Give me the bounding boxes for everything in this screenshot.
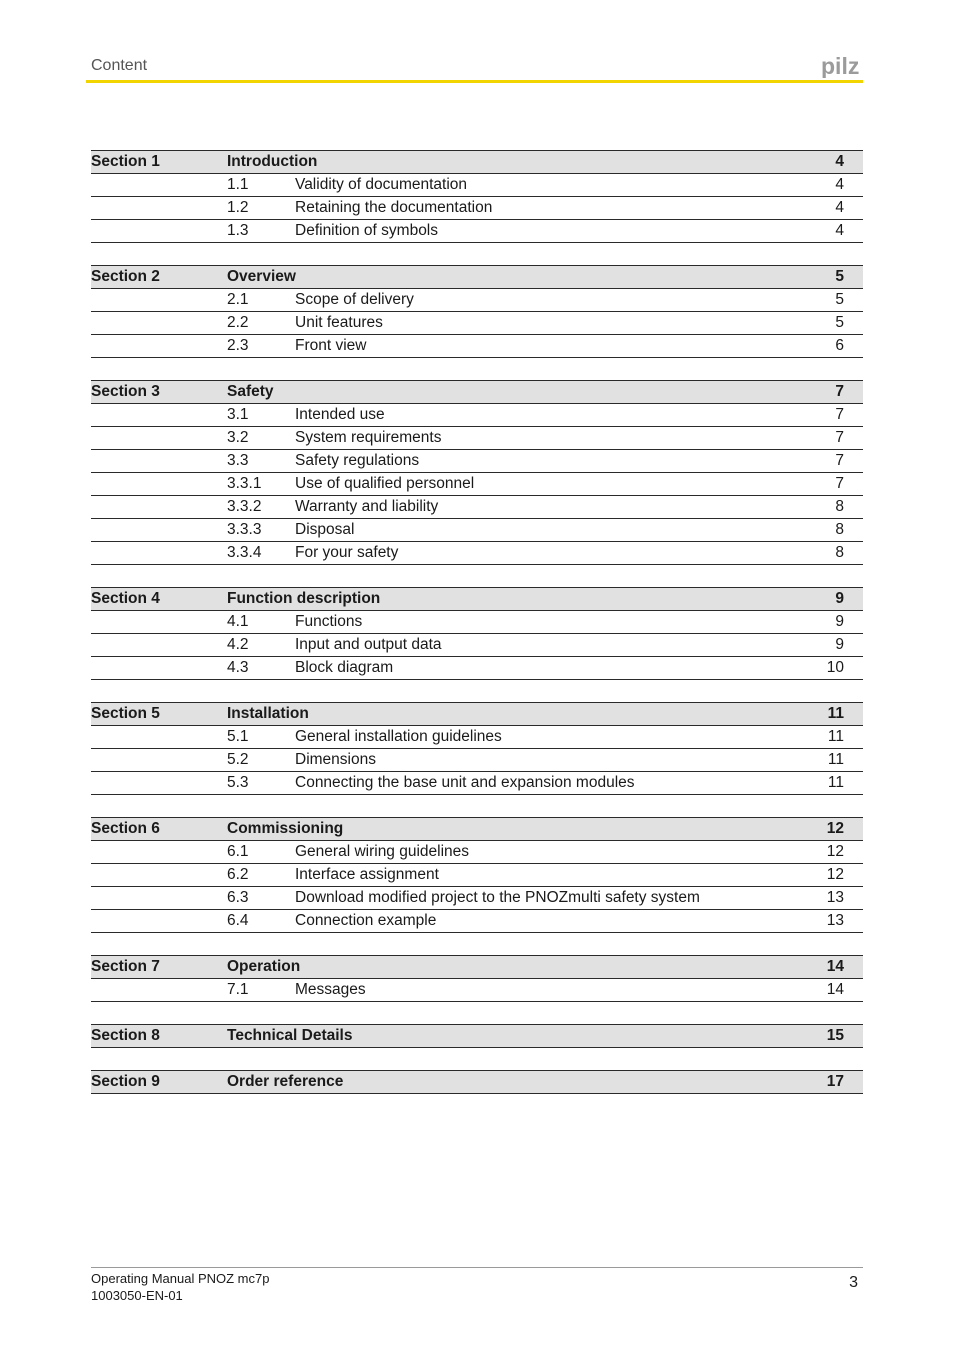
toc-section-header[interactable] [91,380,863,404]
entry-number: 3.3.4 [227,544,262,561]
entry-page: 4 [835,199,844,216]
entry-page: 14 [826,981,844,998]
entry-number: 5.2 [227,751,249,768]
entry-title: Use of qualified personnel [295,475,475,492]
entry-page: 11 [827,774,844,791]
entry-page: 11 [827,728,844,745]
section-page: 17 [826,1073,844,1090]
footer-manual-title: Operating Manual PNOZ mc7p [91,1271,270,1286]
entry-number: 3.3.3 [227,521,262,538]
entry-page: 13 [826,912,844,929]
toc-entry[interactable] [91,864,863,887]
entry-number: 5.1 [227,728,249,745]
toc-section-header[interactable] [91,150,863,174]
section-title: Commissioning [227,820,344,837]
footer-doc-number: 1003050-EN-01 [91,1288,183,1303]
entry-number: 2.2 [227,314,249,331]
entry-title: Unit features [295,314,383,331]
entry-number: 4.1 [227,613,249,630]
entry-title: General installation guidelines [295,728,502,745]
section-page: 5 [835,268,844,285]
entry-title: Block diagram [295,659,394,676]
toc-section [91,702,863,795]
toc-entry[interactable] [91,450,863,473]
entry-number: 3.3.2 [227,498,262,515]
entry-page: 5 [835,291,844,308]
entry-number: 3.2 [227,429,249,446]
toc-entry[interactable] [91,197,863,220]
section-title: Function description [227,590,381,607]
section-label: Section 8 [91,1027,160,1044]
toc-entry[interactable] [91,634,863,657]
entry-title: Definition of symbols [295,222,439,239]
entry-title: General wiring guidelines [295,843,470,860]
section-page: 9 [835,590,844,607]
toc-section-header[interactable] [91,1070,863,1094]
entry-title: System requirements [295,429,442,446]
entry-title: Download modified project to the PNOZmulti safety system [295,889,700,906]
toc-entry[interactable] [91,519,863,542]
toc-entry[interactable] [91,174,863,197]
entry-number: 6.1 [227,843,249,860]
entry-number: 6.2 [227,866,249,883]
toc-entry[interactable] [91,910,863,933]
toc-entry[interactable] [91,887,863,910]
entry-number: 3.1 [227,406,249,423]
section-page: 11 [827,705,844,722]
entry-title: Connection example [295,912,437,929]
section-title: Overview [227,268,296,285]
entry-number: 2.1 [227,291,249,308]
entry-number: 6.3 [227,889,249,906]
entry-title: Safety regulations [295,452,420,469]
section-label: Section 6 [91,820,160,837]
footer-page-number: 3 [849,1274,858,1291]
toc-entry[interactable] [91,542,863,565]
section-page: 4 [835,153,844,170]
entry-page: 5 [835,314,844,331]
toc-entry[interactable] [91,772,863,795]
entry-page: 8 [835,521,844,538]
toc-entry[interactable] [91,289,863,312]
entry-title: Front view [295,337,367,354]
section-title: Installation [227,705,309,722]
entry-number: 5.3 [227,774,249,791]
toc-entry[interactable] [91,312,863,335]
section-label: Section 1 [91,153,160,170]
toc-entry[interactable] [91,427,863,450]
entry-number: 2.3 [227,337,249,354]
entry-page: 8 [835,498,844,515]
entry-number: 1.2 [227,199,249,216]
entry-page: 10 [826,659,844,676]
entry-title: Input and output data [295,636,442,653]
entry-number: 1.3 [227,222,249,239]
entry-page: 12 [826,843,844,860]
entry-title: Messages [295,981,366,998]
section-title: Operation [227,958,301,975]
entry-number: 3.3 [227,452,249,469]
entry-title: Validity of documentation [295,176,468,193]
toc-section-header[interactable] [91,1024,863,1048]
entry-page: 13 [826,889,844,906]
section-page: 7 [835,383,844,400]
footer-info [91,1270,269,1304]
toc-entry[interactable] [91,335,863,358]
toc-section [91,380,863,565]
entry-page: 11 [827,751,844,768]
entry-number: 3.3.1 [227,475,262,492]
entry-page: 7 [835,429,844,446]
toc-entry[interactable] [91,473,863,496]
toc-section [91,955,863,1002]
section-label: Section 4 [91,590,160,607]
section-label: Section 7 [91,958,160,975]
entry-title: Interface assignment [295,866,439,883]
toc-section-header[interactable] [91,587,863,611]
footer-rule [91,1267,863,1268]
toc-section-header[interactable] [91,265,863,289]
svg-text:pilz: pilz [821,54,860,78]
entry-page: 7 [835,406,844,423]
toc-entry[interactable] [91,657,863,680]
entry-number: 7.1 [227,981,249,998]
section-title: Order reference [227,1073,344,1090]
entry-title: Dimensions [295,751,376,768]
toc-section [91,150,863,243]
entry-number: 1.1 [227,176,249,193]
table-of-contents [91,150,863,1116]
toc-section-header[interactable] [91,817,863,841]
toc-section [91,817,863,933]
entry-title: Scope of delivery [295,291,414,308]
entry-page: 4 [835,176,844,193]
toc-section-header[interactable] [91,955,863,979]
toc-entry[interactable] [91,841,863,864]
section-label: Section 2 [91,268,160,285]
toc-entry[interactable] [91,220,863,243]
section-title: Introduction [227,153,318,170]
entry-number: 4.3 [227,659,249,676]
toc-entry[interactable] [91,749,863,772]
page-header [91,54,863,81]
header-accent-rule [86,80,863,83]
section-page: 15 [826,1027,844,1044]
entry-page: 6 [835,337,844,354]
entry-title: Intended use [295,406,385,423]
toc-section [91,587,863,680]
entry-page: 9 [835,636,844,653]
header-title: Content [91,57,148,74]
entry-page: 8 [835,544,844,561]
toc-entry[interactable] [91,726,863,749]
toc-section-header[interactable] [91,702,863,726]
entry-number: 4.2 [227,636,249,653]
toc-section [91,1024,863,1048]
pilz-logo [821,54,863,78]
section-title: Safety [227,383,274,400]
toc-section [91,1070,863,1094]
toc-section [91,265,863,358]
entry-title: Functions [295,613,363,630]
toc-entry[interactable] [91,496,863,519]
section-label: Section 9 [91,1073,160,1090]
section-label: Section 5 [91,705,160,722]
entry-page: 12 [826,866,844,883]
toc-entry[interactable] [91,404,863,427]
section-title: Technical Details [227,1027,353,1044]
entry-page: 4 [835,222,844,239]
entry-number: 6.4 [227,912,249,929]
entry-title: Warranty and liability [295,498,439,515]
entry-title: Connecting the base unit and expansion modules [295,774,635,791]
section-page: 14 [826,958,844,975]
section-label: Section 3 [91,383,160,400]
toc-entry[interactable] [91,979,863,1002]
entry-page: 7 [835,452,844,469]
entry-title: Disposal [295,521,355,538]
entry-title: Retaining the documentation [295,199,493,216]
toc-entry[interactable] [91,611,863,634]
entry-page: 9 [835,613,844,630]
section-page: 12 [826,820,844,837]
entry-page: 7 [835,475,844,492]
entry-title: For your safety [295,544,399,561]
